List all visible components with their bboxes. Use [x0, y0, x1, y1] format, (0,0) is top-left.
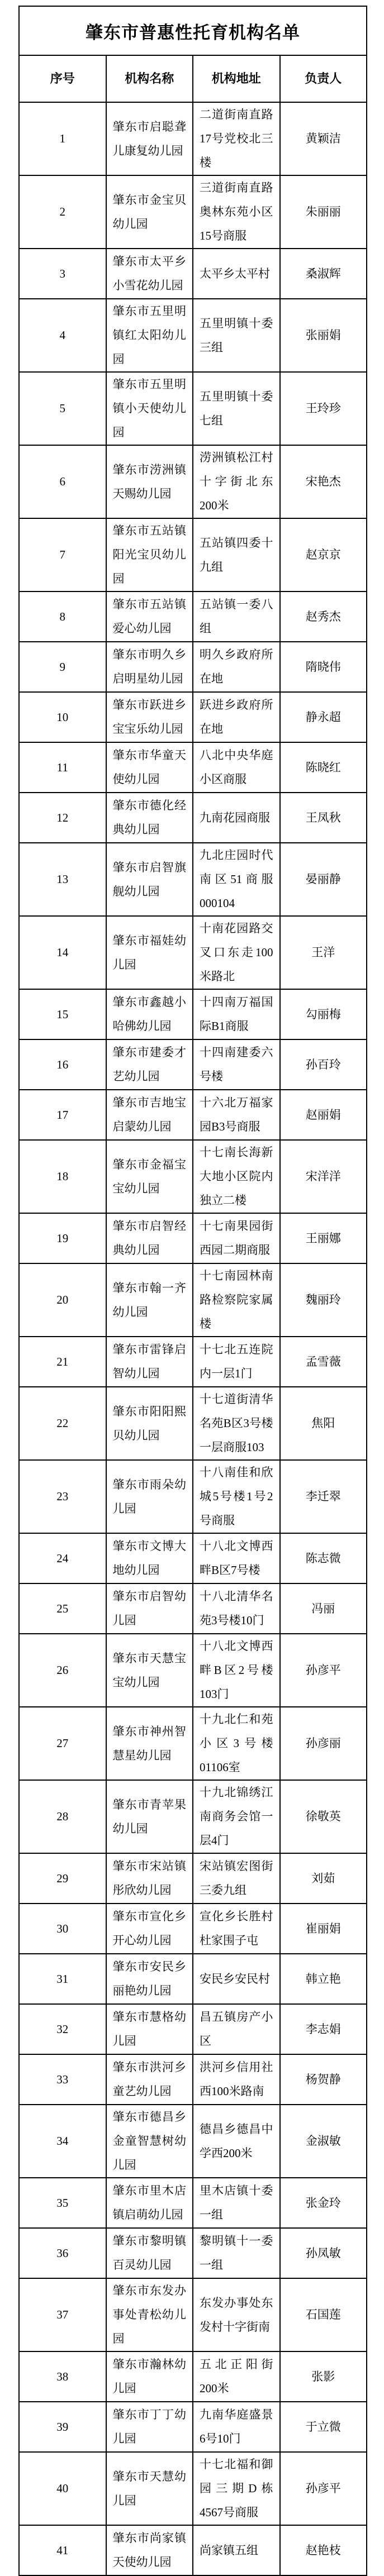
table-row	[19, 793, 367, 843]
person-cell: 黄颖洁	[280, 102, 367, 175]
institution-name-cell: 肇东市五站镇阳光宝贝幼儿园	[106, 518, 193, 591]
table-row	[19, 1263, 367, 1337]
person-cell: 陈志微	[280, 1533, 367, 1583]
seq-cell: 17	[19, 1090, 106, 1140]
person-cell: 隋晓伟	[280, 642, 367, 692]
seq-cell: 37	[19, 2278, 106, 2351]
person-cell: 宋艳杰	[280, 445, 367, 518]
institution-name-cell: 肇东市天慧宝宝幼儿园	[106, 1634, 193, 1707]
column-header-person: 负责人	[280, 55, 367, 102]
seq-cell: 13	[19, 843, 106, 916]
person-cell: 赵京京	[280, 518, 367, 591]
institution-name-cell: 肇东市吉地宝启蒙幼儿园	[106, 1090, 193, 1140]
seq-cell: 19	[19, 1213, 106, 1263]
table-row	[19, 2178, 367, 2228]
person-cell: 李志娟	[280, 2004, 367, 2054]
person-cell: 于立微	[280, 2402, 367, 2452]
person-cell: 李迁翠	[280, 1460, 367, 1533]
seq-cell: 24	[19, 1533, 106, 1583]
table-row	[19, 518, 367, 591]
address-cell: 十南花园路交叉口东走100米路北	[193, 916, 280, 989]
table-row	[19, 1533, 367, 1583]
column-header-row	[19, 55, 367, 102]
address-cell: 十四南建委六号楼	[193, 1039, 280, 1090]
person-cell: 孙百玲	[280, 1039, 367, 1090]
seq-cell: 8	[19, 591, 106, 642]
institution-name-cell: 肇东市里木店镇启萌幼儿园	[106, 2178, 193, 2228]
address-cell: 明久乡政府所在地	[193, 642, 280, 692]
institution-name-cell: 肇东市丁丁幼儿园	[106, 2402, 193, 2452]
address-cell: 十七北福和御园三期D栋4567号商服	[193, 2452, 280, 2525]
address-cell: 德昌乡德昌中学西200米	[193, 2105, 280, 2178]
person-cell: 孙彦平	[280, 1634, 367, 1707]
table-row	[19, 1387, 367, 1460]
seq-cell: 41	[19, 2525, 106, 2575]
person-cell: 王玲珍	[280, 372, 367, 445]
seq-cell: 1	[19, 102, 106, 175]
address-cell: 十七南园林南路检察院家属楼	[193, 1263, 280, 1337]
seq-cell: 28	[19, 1780, 106, 1853]
seq-cell: 33	[19, 2054, 106, 2105]
seq-cell: 30	[19, 1904, 106, 1954]
seq-cell: 7	[19, 518, 106, 591]
person-cell: 韩立艳	[280, 1954, 367, 2004]
seq-cell: 25	[19, 1583, 106, 1634]
institution-name-cell: 肇东市鑫越小哈佛幼儿园	[106, 989, 193, 1039]
seq-cell: 21	[19, 1337, 106, 1387]
table-row	[19, 1337, 367, 1387]
address-cell: 九北庄园时代南区51商服000104	[193, 843, 280, 916]
institution-name-cell: 肇东市金宝贝幼儿园	[106, 175, 193, 249]
institution-name-cell: 肇东市宣化乡开心幼儿园	[106, 1904, 193, 1954]
seq-cell: 10	[19, 692, 106, 742]
person-cell: 杨贺静	[280, 2054, 367, 2105]
institution-name-cell: 肇东市宋站镇彤欣幼儿园	[106, 1853, 193, 1904]
page-title: 肇东市普惠性托育机构名单	[19, 6, 367, 55]
institution-name-cell: 肇东市神州智慧星幼儿园	[106, 1707, 193, 1780]
table-row	[19, 2402, 367, 2452]
institution-name-cell: 肇东市德昌乡金童智慧树幼儿园	[106, 2105, 193, 2178]
address-cell: 十七南长海新大地小区院内独立二楼	[193, 1140, 280, 1213]
table-row	[19, 299, 367, 372]
seq-cell: 20	[19, 1263, 106, 1337]
institution-name-cell: 肇东市翰一齐幼儿园	[106, 1263, 193, 1337]
table-row	[19, 2054, 367, 2105]
table-row	[19, 2228, 367, 2278]
address-cell: 黎明镇十一委一组	[193, 2228, 280, 2278]
person-cell: 刘茹	[280, 1853, 367, 1904]
table-row	[19, 1583, 367, 1634]
person-cell: 孙凤敏	[280, 2228, 367, 2278]
table-row	[19, 591, 367, 642]
seq-cell: 23	[19, 1460, 106, 1533]
table-row	[19, 916, 367, 989]
table-row	[19, 1090, 367, 1140]
address-cell: 十九北仁和苑小区3号楼01106室	[193, 1707, 280, 1780]
address-cell: 十八北文博西畔B区7号楼	[193, 1533, 280, 1583]
institution-name-cell: 肇东市建委才艺幼儿园	[106, 1039, 193, 1090]
address-cell: 里木店镇十委一组	[193, 2178, 280, 2228]
institution-name-cell: 肇东市天慧幼儿园	[106, 2452, 193, 2525]
person-cell: 勾丽梅	[280, 989, 367, 1039]
seq-cell: 35	[19, 2178, 106, 2228]
table-row	[19, 1707, 367, 1780]
institution-name-cell: 肇东市青苹果幼儿园	[106, 1780, 193, 1853]
institution-name-cell: 肇东市启聪聋儿康复幼儿园	[106, 102, 193, 175]
seq-cell: 14	[19, 916, 106, 989]
address-cell: 九南花园商服	[193, 793, 280, 843]
table-row	[19, 1460, 367, 1533]
address-cell: 东发办事处东发村十字街南	[193, 2278, 280, 2351]
seq-cell: 38	[19, 2351, 106, 2402]
table-row	[19, 1039, 367, 1090]
table-row	[19, 102, 367, 175]
person-cell: 冯丽	[280, 1583, 367, 1634]
seq-cell: 22	[19, 1387, 106, 1460]
institution-name-cell: 肇东市启智旗舰幼儿园	[106, 843, 193, 916]
address-cell: 八北中央华庭小区商服	[193, 742, 280, 793]
institution-name-cell: 肇东市启智经典幼儿园	[106, 1213, 193, 1263]
person-cell: 静永超	[280, 692, 367, 742]
table-row	[19, 843, 367, 916]
address-cell: 五里明镇十委七组	[193, 372, 280, 445]
table-row	[19, 445, 367, 518]
table-row	[19, 2105, 367, 2178]
institution-name-cell: 肇东市跃进乡宝宝乐幼儿园	[106, 692, 193, 742]
table-row	[19, 1780, 367, 1853]
table-row	[19, 1904, 367, 1954]
person-cell: 焦阳	[280, 1387, 367, 1460]
table-row	[19, 175, 367, 249]
seq-cell: 6	[19, 445, 106, 518]
address-cell: 洪河乡信用社西100米路南	[193, 2054, 280, 2105]
person-cell: 王丽娜	[280, 1213, 367, 1263]
address-cell: 跃进乡政府所在地	[193, 692, 280, 742]
address-cell: 五站镇四委十九组	[193, 518, 280, 591]
address-cell: 昌五镇房产小区	[193, 2004, 280, 2054]
table-row	[19, 692, 367, 742]
person-cell: 赵艳枝	[280, 2525, 367, 2575]
address-cell: 十九北锦绣江南商务会馆一层4门	[193, 1780, 280, 1853]
table-row	[19, 2525, 367, 2575]
seq-cell: 2	[19, 175, 106, 249]
table-row	[19, 2351, 367, 2402]
address-cell: 太平乡太平村	[193, 249, 280, 299]
table-row	[19, 989, 367, 1039]
institution-name-cell: 肇东市德化经典幼儿园	[106, 793, 193, 843]
institution-name-cell: 肇东市瀚林幼儿园	[106, 2351, 193, 2402]
seq-cell: 5	[19, 372, 106, 445]
person-cell: 张金玲	[280, 2178, 367, 2228]
column-header-seq: 序号	[19, 55, 106, 102]
seq-cell: 11	[19, 742, 106, 793]
address-cell: 十八北清华名苑3号楼10门	[193, 1583, 280, 1634]
address-cell: 涝洲镇松江村十字街北东200米	[193, 445, 280, 518]
seq-cell: 36	[19, 2228, 106, 2278]
person-cell: 金淑敏	[280, 2105, 367, 2178]
institution-name-cell: 肇东市黎明镇百灵幼儿园	[106, 2228, 193, 2278]
table-row	[19, 1954, 367, 2004]
table-row	[19, 1853, 367, 1904]
seq-cell: 40	[19, 2452, 106, 2525]
institution-name-cell: 肇东市金福宝宝幼儿园	[106, 1140, 193, 1213]
address-cell: 二道街南直路17号党校北三楼	[193, 102, 280, 175]
person-cell: 孙彦平	[280, 2452, 367, 2525]
person-cell: 孟雪薇	[280, 1337, 367, 1387]
address-cell: 十八北文博西畔B区2号楼103门	[193, 1634, 280, 1707]
address-cell: 十八南佳和欣城5号楼1号2号商服	[193, 1460, 280, 1533]
seq-cell: 9	[19, 642, 106, 692]
table-row	[19, 2452, 367, 2525]
person-cell: 魏丽玲	[280, 1263, 367, 1337]
institution-name-cell: 肇东市雨朵幼儿园	[106, 1460, 193, 1533]
table-row	[19, 372, 367, 445]
institution-name-cell: 肇东市涝洲镇天赐幼儿园	[106, 445, 193, 518]
seq-cell: 39	[19, 2402, 106, 2452]
seq-cell: 15	[19, 989, 106, 1039]
seq-cell: 12	[19, 793, 106, 843]
seq-cell: 18	[19, 1140, 106, 1213]
institution-name-cell: 肇东市安民乡丽艳幼儿园	[106, 1954, 193, 2004]
person-cell: 晏丽静	[280, 843, 367, 916]
institution-name-cell: 肇东市尚家镇天使幼儿园	[106, 2525, 193, 2575]
address-cell: 五北正阳街200米	[193, 2351, 280, 2402]
person-cell: 朱丽丽	[280, 175, 367, 249]
address-cell: 九南华庭盛景6号10门	[193, 2402, 280, 2452]
person-cell: 崔丽娟	[280, 1904, 367, 1954]
person-cell: 赵丽娟	[280, 1090, 367, 1140]
seq-cell: 26	[19, 1634, 106, 1707]
person-cell: 王凤秋	[280, 793, 367, 843]
institution-name-cell: 肇东市洪河乡童艺幼儿园	[106, 2054, 193, 2105]
seq-cell: 29	[19, 1853, 106, 1904]
institution-name-cell: 肇东市文博大地幼儿园	[106, 1533, 193, 1583]
table-body	[19, 102, 367, 2575]
institution-name-cell: 肇东市五里明镇小天使幼儿园	[106, 372, 193, 445]
institution-name-cell: 肇东市明久乡启明星幼儿园	[106, 642, 193, 692]
address-cell: 五里明镇十委三组	[193, 299, 280, 372]
seq-cell: 32	[19, 2004, 106, 2054]
column-header-name: 机构名称	[106, 55, 193, 102]
institution-name-cell: 肇东市启智幼儿园	[106, 1583, 193, 1634]
address-cell: 十六北万福家园B3号商服	[193, 1090, 280, 1140]
address-cell: 安民乡安民村	[193, 1954, 280, 2004]
person-cell: 王洋	[280, 916, 367, 989]
seq-cell: 34	[19, 2105, 106, 2178]
address-cell: 三道街南直路奥林东苑小区15号商服	[193, 175, 280, 249]
person-cell: 陈晓红	[280, 742, 367, 793]
institution-name-cell: 肇东市雷锋启智幼儿园	[106, 1337, 193, 1387]
address-cell: 宣化乡长胜村杜家围子屯	[193, 1904, 280, 1954]
table-row	[19, 2278, 367, 2351]
person-cell: 赵秀杰	[280, 591, 367, 642]
table-row	[19, 642, 367, 692]
address-cell: 五站镇一委八组	[193, 591, 280, 642]
table-row	[19, 249, 367, 299]
table-row	[19, 742, 367, 793]
table-row	[19, 1140, 367, 1213]
institution-name-cell: 肇东市福娃幼儿园	[106, 916, 193, 989]
person-cell: 孙彦丽	[280, 1707, 367, 1780]
institutions-table	[18, 6, 367, 2576]
address-cell: 十七北五连院内一层1门	[193, 1337, 280, 1387]
institution-name-cell: 肇东市五站镇爱心幼儿园	[106, 591, 193, 642]
person-cell: 张丽娟	[280, 299, 367, 372]
title-row	[19, 6, 367, 55]
address-cell: 十七道街清华名苑B区3号楼一层商服103	[193, 1387, 280, 1460]
table-row	[19, 1634, 367, 1707]
seq-cell: 31	[19, 1954, 106, 2004]
institution-name-cell: 肇东市华童天使幼儿园	[106, 742, 193, 793]
institution-name-cell: 肇东市阳阳熙贝幼儿园	[106, 1387, 193, 1460]
person-cell: 宋洋洋	[280, 1140, 367, 1213]
person-cell: 张影	[280, 2351, 367, 2402]
person-cell: 桑淑辉	[280, 249, 367, 299]
address-cell: 宋站镇宏图街三委九组	[193, 1853, 280, 1904]
institution-name-cell: 肇东市太平乡小雪花幼儿园	[106, 249, 193, 299]
institution-name-cell: 肇东市五里明镇红太阳幼儿园	[106, 299, 193, 372]
address-cell: 尚家镇五组	[193, 2525, 280, 2575]
seq-cell: 27	[19, 1707, 106, 1780]
column-header-address: 机构地址	[193, 55, 280, 102]
address-cell: 十四南万福国际B1商服	[193, 989, 280, 1039]
table-row	[19, 1213, 367, 1263]
institution-name-cell: 肇东市慧格幼儿园	[106, 2004, 193, 2054]
seq-cell: 3	[19, 249, 106, 299]
seq-cell: 16	[19, 1039, 106, 1090]
seq-cell: 4	[19, 299, 106, 372]
person-cell: 石国莲	[280, 2278, 367, 2351]
person-cell: 徐敬英	[280, 1780, 367, 1853]
table-row	[19, 2004, 367, 2054]
address-cell: 十七南果园街西园二期商服	[193, 1213, 280, 1263]
institution-name-cell: 肇东市东发办事处青松幼儿园	[106, 2278, 193, 2351]
